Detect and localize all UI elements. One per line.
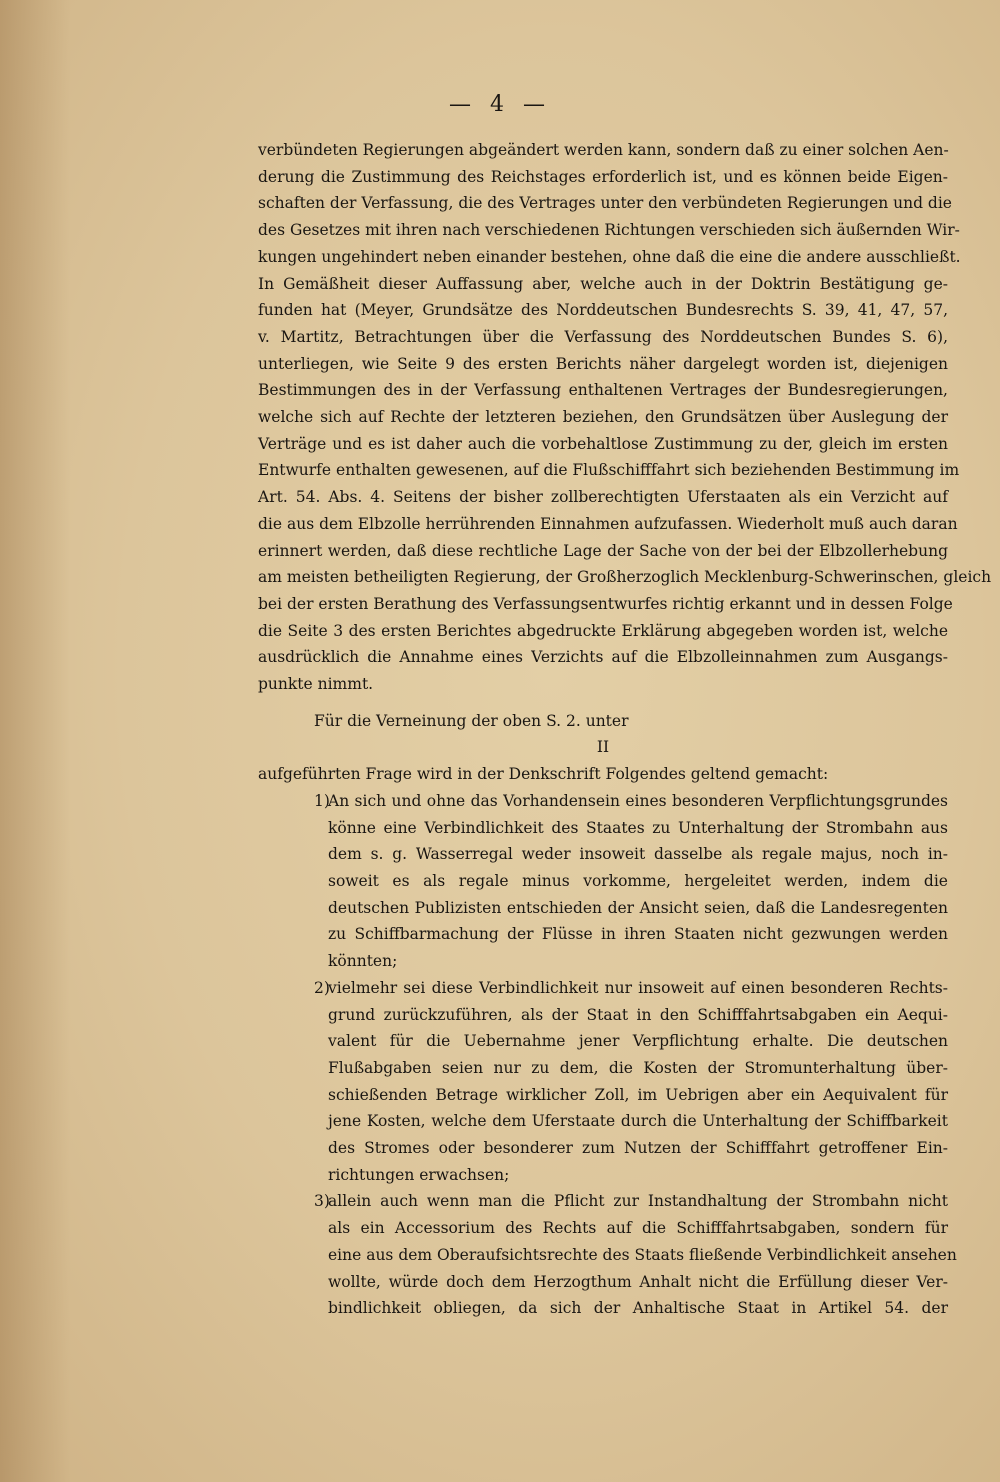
text-line: zu Schiffbarmachung der Flüsse in ihren Staaten nicht gezwungen werden	[328, 925, 948, 944]
text-line: grund zurückzuführen, als der Staat in den Schifffahrtsabgaben ein Aequi-	[328, 1005, 948, 1024]
text-line: könnten;	[328, 952, 398, 971]
list-item-number: 2)	[314, 978, 330, 997]
text-line: kungen ungehindert neben einander bestehen, ohne daß die eine die andere ausschließt.	[258, 247, 961, 266]
text-line: des Stromes oder besonderer zum Nutzen der Schifffahrt getroffener Ein-	[328, 1139, 948, 1158]
text-line: erinnert werden, daß diese rechtliche Lage der Sache von der bei der Elbzollerhebung	[258, 541, 948, 560]
body-text	[258, 137, 992, 1322]
text-line: Art. 54. Abs. 4. Seitens der bisher zollberechtigten Uferstaaten als ein Verzicht auf	[258, 488, 948, 507]
text-line: die aus dem Elbzolle herrührenden Einnahmen aufzufassen. Wiederholt muß auch daran	[258, 514, 958, 533]
list-item-3	[258, 1188, 957, 1322]
text-line: schaften der Verfassung, die des Vertrages unter den verbündeten Regierungen und die	[258, 194, 952, 213]
text-line: bindlichkeit obliegen, da sich der Anhaltische Staat in Artikel 54. der	[328, 1299, 948, 1318]
text-line: schießenden Betrage wirklicher Zoll, im Uebrigen aber ein Aequivalent für	[328, 1085, 948, 1104]
text-line: derung die Zustimmung des Reichstages erforderlich ist, und es können beide Eigen-	[258, 167, 948, 186]
text-line: unterliegen, wie Seite 9 des ersten Berichts näher dargelegt worden ist, diejenigen	[258, 354, 948, 373]
roman-numeral: II	[596, 738, 610, 757]
text-line: dem s. g. Wasserregal weder insoweit dasselbe als regale majus, noch in-	[328, 845, 948, 864]
text-line: An sich und ohne das Vorhandensein eines besonderen Verpflichtungsgrundes	[328, 791, 948, 810]
list-item-number: 3)	[314, 1192, 330, 1211]
list-item-1	[258, 788, 948, 975]
text-line: jene Kosten, welche dem Uferstaate durch die Unterhaltung der Schiffbarkeit	[328, 1112, 948, 1131]
lead-line: aufgeführten Frage wird in der Denkschrift Folgendes geltend gemacht:	[258, 765, 829, 784]
text-line: ausdrücklich die Annahme eines Verzichts auf die Elbzolleinnahmen zum Ausgangs-	[258, 648, 948, 667]
text-line: In Gemäßheit dieser Auffassung aber, welche auch in der Doktrin Bestätigung ge-	[258, 274, 948, 293]
text-line: allein auch wenn man die Pflicht zur Instandhaltung der Strombahn nicht	[328, 1192, 948, 1211]
text-line: valent für die Uebernahme jener Verpflichtung erhalte. Die deutschen	[328, 1032, 948, 1051]
text-line: am meisten betheiligten Regierung, der Großherzoglich Mecklenburg-Schwerinschen, gleich	[258, 568, 992, 587]
text-line: punkte nimmt.	[258, 675, 374, 694]
text-line: soweit es als regale minus vorkomme, hergeleitet werden, indem die	[328, 871, 948, 890]
text-line: v. Martitz, Betrachtungen über die Verfassung des Norddeutschen Bundes S. 6),	[258, 327, 948, 346]
paragraph-gap	[258, 698, 948, 708]
text-line: Bestimmungen des in der Verfassung enthaltenen Vertrages der Bundesregierungen,	[258, 381, 948, 400]
text-line: bei der ersten Berathung des Verfassungsentwurfes richtig erkannt und in dessen Folge	[258, 594, 953, 613]
text-line: die Seite 3 des ersten Berichtes abgedruckte Erklärung abgegeben worden ist, welche	[258, 621, 948, 640]
text-line: Entwurfe enthalten gewesenen, auf die Flußschifffahrt sich beziehenden Bestimmung im	[258, 461, 960, 480]
text-line: vielmehr sei diese Verbindlichkeit nur insoweit auf einen besonderen Rechts-	[328, 978, 948, 997]
text-line: des Gesetzes mit ihren nach verschiedenen Richtungen verschieden sich äußernden Wir-	[258, 221, 960, 240]
text-line: richtungen erwachsen;	[328, 1165, 510, 1184]
page-number: — 4 —	[449, 92, 551, 117]
text-line: eine aus dem Oberaufsichtsrechte des Staats fließende Verbindlichkeit ansehen	[328, 1245, 957, 1264]
text-line: verbündeten Regierungen abgeändert werden kann, sondern daß zu einer solchen Aen-	[258, 141, 949, 159]
text-line: könne eine Verbindlichkeit des Staates zu Unterhaltung der Strombahn aus	[328, 818, 948, 837]
text-line: Flußabgaben seien nur zu dem, die Kosten der Stromunterhaltung über-	[328, 1058, 948, 1077]
paragraph-1	[258, 137, 992, 698]
intro-line: Für die Verneinung der oben S. 2. unter	[314, 711, 629, 730]
text-line: als ein Accessorium des Rechts auf die Schifffahrtsabgaben, sondern für	[328, 1219, 948, 1238]
text-line: funden hat (Meyer, Grundsätze des Norddeutschen Bundesrechts S. 39, 41, 47, 57,	[258, 301, 948, 320]
text-line: welche sich auf Rechte der letzteren beziehen, den Grundsätzen über Auslegung der	[258, 408, 948, 427]
list-item-number: 1)	[314, 791, 330, 810]
text-line: wollte, würde doch dem Herzogthum Anhalt nicht die Erfüllung dieser Ver-	[328, 1272, 948, 1291]
text-line: Verträge und es ist daher auch die vorbehaltlose Zustimmung zu der, gleich im ersten	[258, 434, 948, 453]
list-item-2	[258, 975, 948, 1189]
text-line: deutschen Publizisten entschieden der Ansicht seien, daß die Landesregenten	[328, 898, 948, 917]
